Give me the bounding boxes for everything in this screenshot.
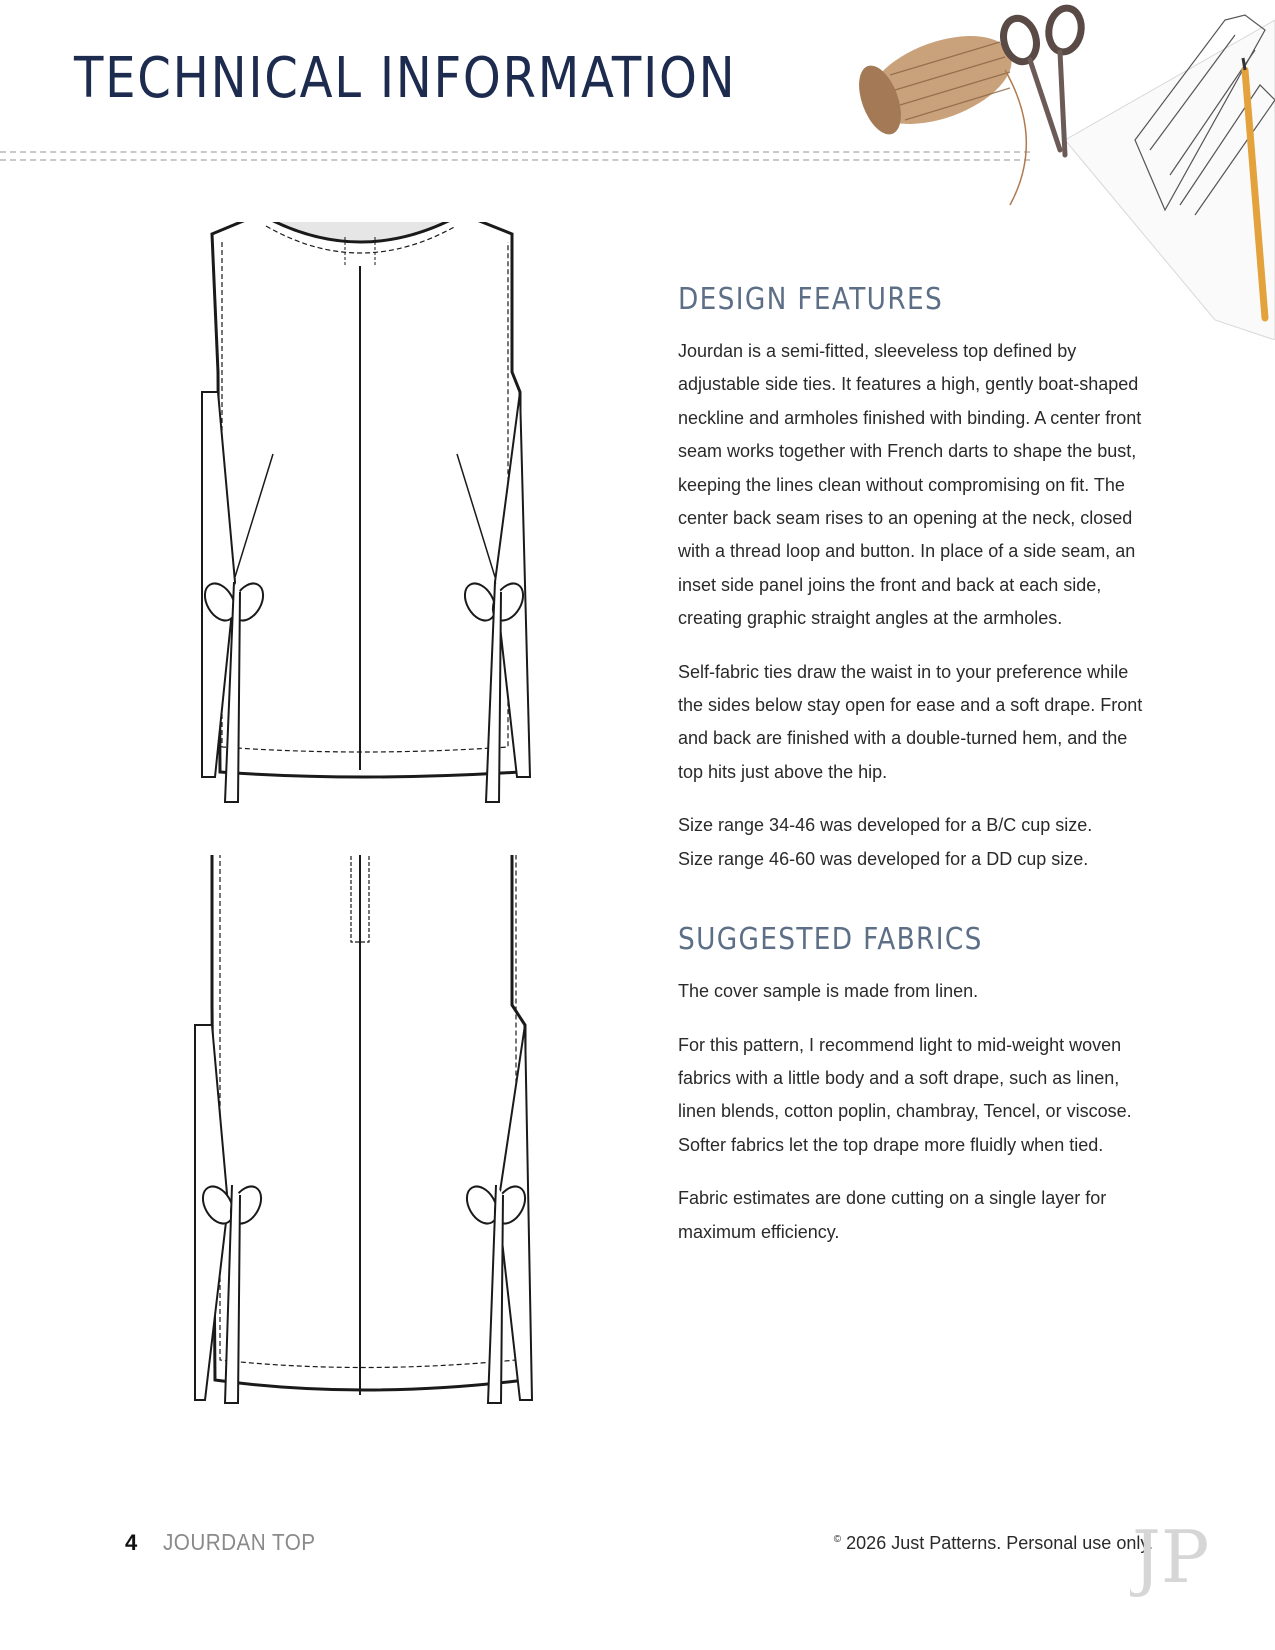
thread-spool-icon	[851, 19, 1027, 205]
fabrics-paragraph-1: The cover sample is made from linen.	[678, 981, 979, 1002]
design-paragraph-2: Self-fabric ties draw the waist in to your preference while the sides below stay open for ease and a soft drape. Front and back are finished with a double-turned hem, and the top hits just above the hip.	[678, 661, 1143, 782]
text-column	[678, 282, 1148, 1249]
page-title: TECHNICAL INFORMATION	[74, 46, 737, 111]
size-range-line-1: Size range 34-46 was developed for a B/C cup size.	[678, 815, 1093, 836]
copyright-notice	[834, 1533, 1153, 1554]
fabrics-paragraph-3: Fabric estimates are done cutting on a single layer for maximum efficiency.	[678, 1188, 1107, 1242]
scissors-blade-icon	[1030, 52, 1065, 155]
suggested-fabrics-heading: SUGGESTED FABRICS	[678, 922, 983, 958]
jp-logo-icon	[1130, 1510, 1220, 1600]
scissors-icon	[999, 6, 1085, 66]
fabrics-paragraph-2: For this pattern, I recommend light to mid-weight woven fabrics with a little body and a soft drape, such as linen, linen blends, cotton poplin, chambray, Tencel, or viscose. Softer fabrics let the top drape more fluidly when tied.	[678, 1034, 1132, 1155]
size-range-line-2: Size range 46-60 was developed for a DD cup size.	[678, 848, 1089, 869]
design-paragraph-1: Jourdan is a semi-fitted, sleeveless top defined by adjustable side ties. It features a high, gently boat-shaped neckline and armholes finished with binding. A center front seam works together with French darts to shape the bust, keeping the lines clean without compromising on fit. The center back seam rises to an opening at the neck, closed with a thread loop and button. In place of a side seam, an inset side panel joins the front and back at each side, creating graphic straight angles at the armholes.	[678, 341, 1142, 629]
page-number: 4	[125, 1530, 138, 1555]
pattern-name: JOURDAN TOP	[163, 1529, 316, 1555]
copyright-symbol: ©	[833, 1534, 842, 1545]
front-view-sketch	[190, 222, 550, 812]
size-note	[678, 809, 1148, 876]
back-view-sketch	[190, 855, 550, 1445]
design-features-heading: DESIGN FEATURES	[678, 282, 944, 317]
copyright-text: 2026 Just Patterns. Personal use only.	[846, 1533, 1153, 1553]
svg-text:JP: JP	[1132, 1515, 1210, 1599]
